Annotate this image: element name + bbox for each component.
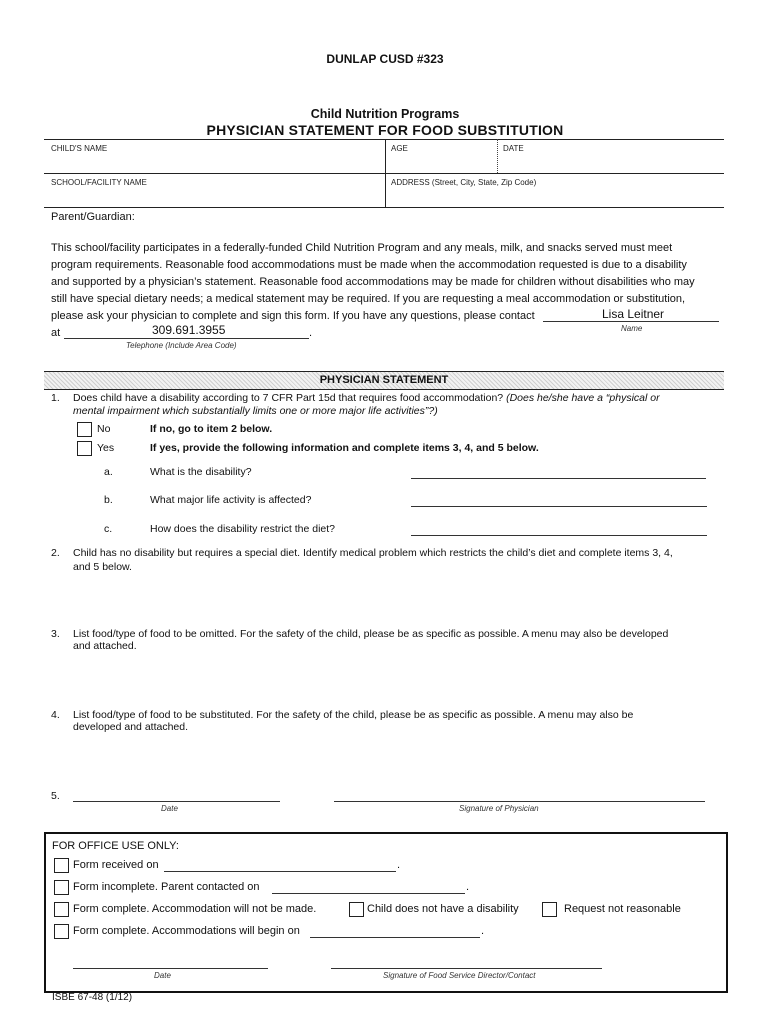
q1a-letter: a.: [104, 466, 113, 478]
incomplete-period: .: [466, 881, 470, 893]
phone-line[interactable]: [64, 338, 309, 339]
q1b-text: What major life activity is affected?: [150, 494, 312, 506]
q1-yes-checkbox[interactable]: [77, 441, 92, 456]
q1-no-label: No: [97, 423, 111, 435]
q1-no-checkbox[interactable]: [77, 422, 92, 437]
intro-line-3: and supported by a physician’s statement. Reasonable food accommodations may be made for children without disabilities who may: [51, 276, 695, 288]
childs-name-label: CHILD'S NAME: [51, 144, 108, 153]
no-disability-checkbox[interactable]: [349, 902, 364, 917]
physician-signature-line[interactable]: [334, 801, 705, 802]
intro-line-4: still have special dietary needs; a medical statement may be required. If you are requesting a meal accommodation or substitution,: [51, 293, 686, 305]
district-name: DUNLAP CUSD #323: [326, 52, 444, 66]
q3-number: 3.: [51, 628, 60, 640]
accommodation-begin-label: Form complete. Accommodations will begin on: [73, 925, 300, 937]
physician-statement-bar: [44, 371, 724, 390]
contact-name-caption: Name: [621, 324, 643, 333]
accommodation-begin-checkbox[interactable]: [54, 924, 69, 939]
contact-phone: 309.691.3955: [152, 323, 226, 337]
q1-number: 1.: [51, 392, 60, 404]
date-label: DATE: [503, 144, 524, 153]
parent-guardian-label: Parent/Guardian:: [51, 211, 135, 223]
physician-date-caption: Date: [161, 804, 178, 813]
q1-text-italic: (Does he/she have a “physical or: [506, 392, 660, 404]
director-date-line[interactable]: [73, 968, 268, 969]
no-accommodation-label: Form complete. Accommodation will not be made.: [73, 903, 317, 915]
begin-period: .: [481, 925, 485, 937]
received-period: .: [397, 859, 401, 871]
office-use-title: FOR OFFICE USE ONLY:: [52, 840, 179, 852]
director-signature-caption: Signature of Food Service Director/Contact: [383, 971, 536, 980]
program-name: Child Nutrition Programs: [310, 107, 460, 121]
address-label: ADDRESS (Street, City, State, Zip Code): [391, 178, 537, 187]
q1c-text: How does the disability restrict the diet?: [150, 523, 336, 535]
q5-number: 5.: [51, 790, 60, 802]
contact-name-line[interactable]: [543, 321, 719, 322]
intro-line-1: This school/facility participates in a federally-funded Child Nutrition Program and any meals, milk, and snacks served must meet: [51, 242, 673, 254]
intro-line-2: program requirements. Reasonable food accommodations must be made when the accommodation requested is due to a disability: [51, 259, 687, 271]
q4-number: 4.: [51, 709, 60, 721]
q2-line-2: and 5 below.: [73, 561, 132, 573]
q1c-answer-line[interactable]: [411, 535, 707, 536]
form-received-date-line[interactable]: [164, 871, 396, 872]
accommodation-begin-date-line[interactable]: [310, 937, 480, 938]
q3-line-1: List food/type of food to be omitted. For the safety of the child, please be as specific as possible. A menu may also be developed: [73, 628, 669, 640]
q1-text: [73, 392, 660, 404]
physician-signature-caption: Signature of Physician: [459, 804, 539, 813]
age-label: AGE: [391, 144, 408, 153]
q3-line-2: and attached.: [73, 640, 137, 652]
no-accommodation-checkbox[interactable]: [54, 902, 69, 917]
q1a-text: What is the disability?: [150, 466, 252, 478]
q2-line-1: Child has no disability but requires a special diet. Identify medical problem which restricts the child’s diet and complete items 3, 4,: [73, 547, 673, 559]
q1-no-note: If no, go to item 2 below.: [150, 423, 273, 435]
no-disability-label: Child does not have a disability: [367, 903, 519, 915]
section-title: PHYSICIAN STATEMENT: [319, 374, 449, 386]
at-label: at: [51, 327, 61, 339]
form-title: PHYSICIAN STATEMENT FOR FOOD SUBSTITUTION: [206, 122, 564, 138]
q1c-letter: c.: [104, 523, 113, 535]
q1-yes-label: Yes: [97, 442, 115, 454]
q1a-answer-line[interactable]: [411, 478, 706, 479]
q4-line-1: List food/type of food to be substituted. For the safety of the child, please be as specific as possible. A menu may also be: [73, 709, 634, 721]
physician-date-line[interactable]: [73, 801, 280, 802]
form-received-label: Form received on: [73, 859, 159, 871]
q1-text-italic-2: mental impairment which substantially limits one or more major life activities”?): [73, 405, 438, 417]
phone-caption: Telephone (Include Area Code): [126, 341, 237, 350]
q4-line-2: developed and attached.: [73, 721, 189, 733]
director-signature-line[interactable]: [331, 968, 602, 969]
form-number: ISBE 67-48 (1/12): [52, 992, 133, 1003]
q2-number: 2.: [51, 547, 60, 559]
parent-contacted-date-line[interactable]: [272, 893, 465, 894]
q1b-answer-line[interactable]: [411, 506, 707, 507]
school-label: SCHOOL/FACILITY NAME: [51, 178, 147, 187]
not-reasonable-checkbox[interactable]: [542, 902, 557, 917]
q1-text-main: Does child have a disability according to 7 CFR Part 15d that requires food accommodation?: [73, 392, 504, 404]
form-incomplete-label: Form incomplete. Parent contacted on: [73, 881, 260, 893]
contact-name: Lisa Leitner: [602, 307, 665, 321]
q1-yes-note: If yes, provide the following information and complete items 3, 4, and 5 below.: [150, 442, 539, 454]
not-reasonable-label: Request not reasonable: [564, 903, 681, 915]
q1b-letter: b.: [104, 494, 113, 506]
intro-line-5: please ask your physician to complete and sign this form. If you have any questions, please contact: [51, 310, 535, 322]
phone-period: .: [309, 327, 313, 339]
form-incomplete-checkbox[interactable]: [54, 880, 69, 895]
director-date-caption: Date: [154, 971, 171, 980]
form-received-checkbox[interactable]: [54, 858, 69, 873]
